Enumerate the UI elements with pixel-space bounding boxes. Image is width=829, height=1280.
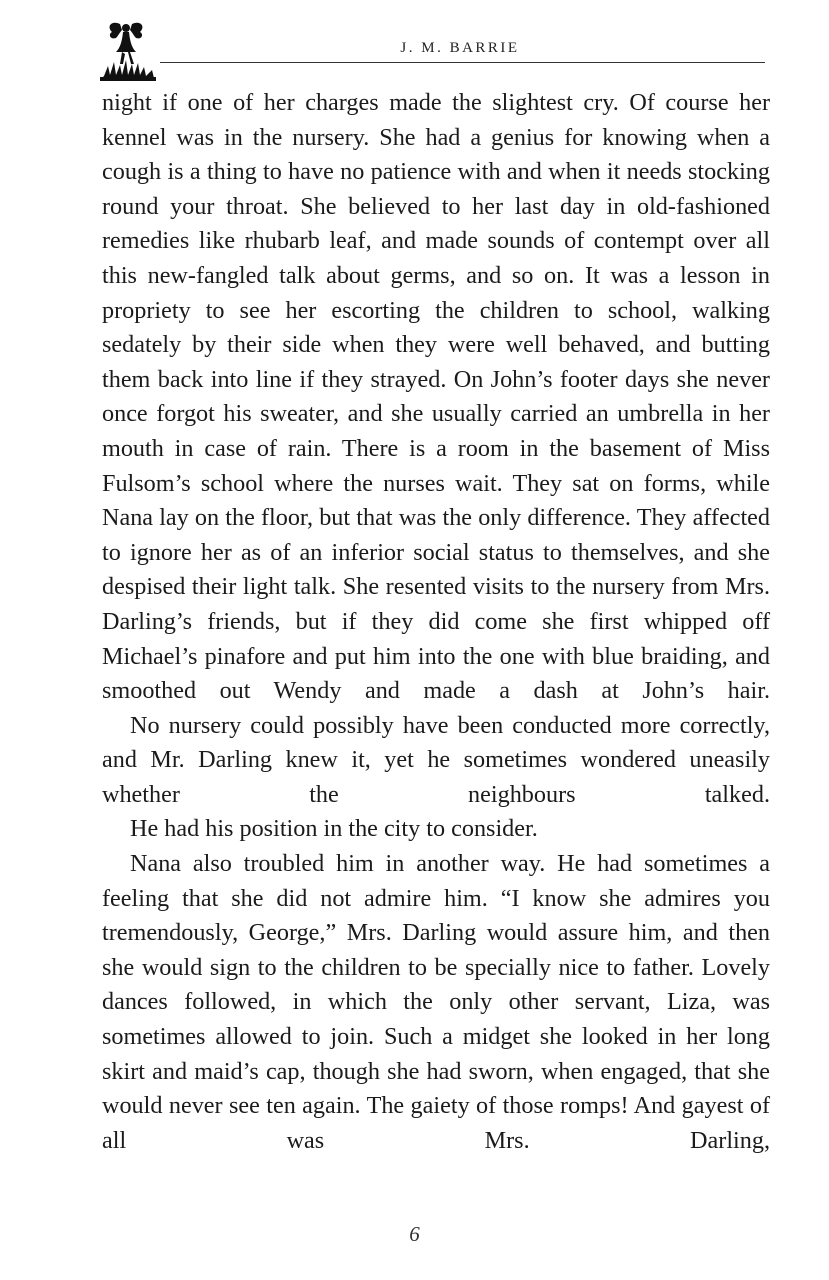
paragraph: No nursery could possibly have been conducted more correctly, and Mr. Darling knew it, yet he sometimes wondered uneasily whether the neighbours talked. — [102, 711, 770, 808]
paragraph: Nana also troubled him in another way. He had sometimes a feeling that she did not admire him. “I know she admires you tremendously, George,” Mrs. Darling would assure him, and then she would sign to the children to be specially nice to father. Lovely dances followed, in which the only other servant, Liza, was sometimes allowed to join. Such a midget she looked in her long skirt and maid’s cap, though she had sworn, when engaged, that she would never see ten again. The gaiety of those romps! And gayest of all was Mrs. Darling, — [102, 850, 770, 1154]
header-rule — [160, 62, 765, 63]
paragraph: night if one of her charges made the slightest cry. Of course her kennel was in the nursery. She had a genius for knowing when a cough is a thing to have no patience with and when it needs stocking round your throat. She believed to her last day in old-fashioned remedies like rhubarb leaf, and made sounds of contempt over all this new-fangled talk about germs, and so on. It was a lesson in propriety to see her escorting the children to school, walking sedately by their side when they were well behaved, and butting them back into line if they strayed. On John’s footer days she never once forgot his sweater, and she usually carried an umbrella in her mouth in case of rain. There is a room in the basement of Miss Fulsom’s school where the nurses wait. They sat on forms, while Nana lay on the floor, but that was the only difference. They affected to ignore her as of an inferior social status to themselves, and she despised their light talk. She resented visits to the nursery from Mrs. Darling’s friends, but if they did come she first whipped off Michael’s pinafore and put him into the one with blue braiding, and smoothed out Wendy and made a dash at John’s hair. — [102, 89, 770, 705]
running-head: J. M. BARRIE — [400, 40, 520, 56]
fairy-silhouette-icon — [98, 18, 158, 88]
page-number: 6 — [409, 1222, 420, 1246]
body-text — [102, 86, 770, 1158]
paragraph: He had his position in the city to consider. — [130, 815, 538, 843]
